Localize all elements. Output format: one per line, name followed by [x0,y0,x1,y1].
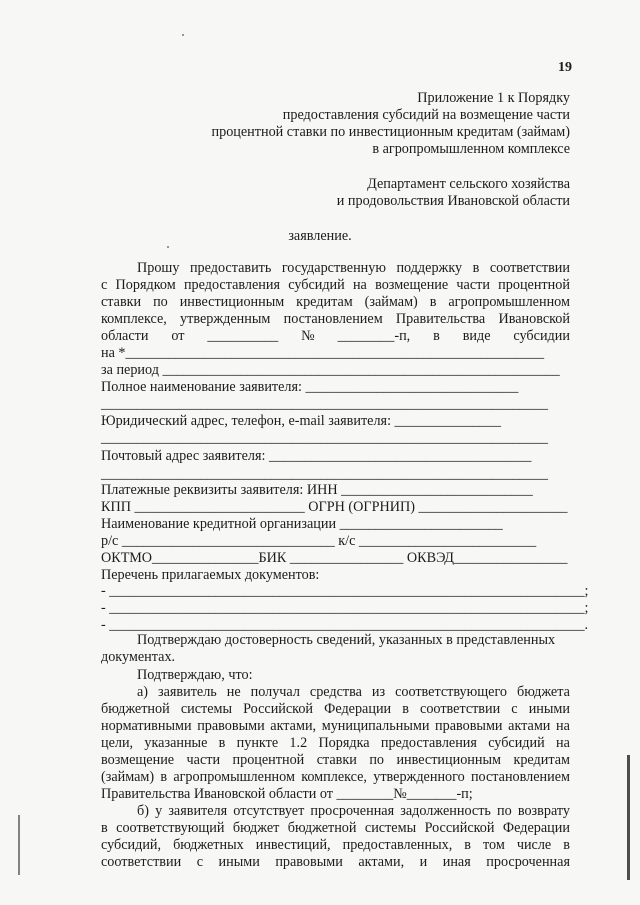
word: соответствии [101,854,182,870]
subsidy-field: на *___________________________________________________________ [101,345,545,361]
word: Ивановской [498,311,570,327]
word: постановлением [283,311,383,327]
word: возмещение [101,752,175,768]
left-scan-edge [18,815,20,875]
word: соответствующего [395,684,508,700]
word: пункте [236,735,279,751]
scan-speck [182,34,184,36]
word: Порядка [318,735,370,751]
word: иными [218,854,260,870]
kpp-ogrn-field: КПП ________________________ ОГРН (ОГРНИП) _____________________ [101,499,568,515]
period-field: за период ________________________________________________________ [101,362,560,378]
word: актами [508,718,551,734]
legal-address-field: Юридический адрес, телефон, e-mail заявителя: _______________ [101,413,501,429]
word: процентной [498,277,570,293]
word: Российской [424,820,495,836]
accounts-field: р/с ______________________________ к/с _________________________ [101,533,537,549]
clause-b-line-3 [101,837,570,853]
right-scan-edge [627,755,630,880]
word: указанные [144,735,208,751]
word: просроченная [486,854,570,870]
clause-a-line-3 [101,718,570,734]
word: правовыми [435,718,503,734]
word: предоставленных, [342,837,453,853]
request-line-1 [137,260,570,276]
word: от [171,328,185,344]
word: актами, [358,854,405,870]
word: комплексе, [101,311,167,327]
word: ставки [316,752,357,768]
word: 1.2 [289,735,308,751]
payment-details-field: Платежные реквизиты заявителя: ИНН ___________________________ [101,482,533,498]
word: № [301,328,315,344]
word: комплексе, [301,769,367,785]
word: утвержденного [373,769,465,785]
word: отсутствует [233,803,305,819]
word: предоставить [189,260,272,276]
word: из [371,684,386,700]
addressee-line-1: Департамент сельского хозяйства [367,176,570,192]
word: инвестиций, [255,837,331,853]
clause-a-line-2 [101,701,570,717]
word: иными [528,701,570,717]
document-item: - ___________________________________________________________________; [101,583,589,599]
appendix-line-1: Приложение 1 к Порядку [417,90,570,106]
word: системы [180,701,233,717]
word: б) [137,803,149,819]
word: области [101,328,149,344]
word: просроченная [310,803,395,819]
word: предоставления [380,735,477,751]
word: в [218,735,226,751]
word: нормативными [101,718,192,734]
confirm-line-3: Подтверждаю, что: [137,667,253,683]
clause-a-line-5 [101,752,570,768]
word: бюджетных [173,837,244,853]
word: заявителя [168,803,228,819]
word: средства [309,684,362,700]
word: утвержденным [180,311,271,327]
word: Российской [243,701,314,717]
document-title: заявление. [288,228,352,244]
word: (займам) [101,769,155,785]
scan-speck [167,246,169,248]
word: субсидии [513,328,570,344]
word: инвестиционным [396,752,501,768]
word: муниципальными [321,718,430,734]
word: соответствии [420,701,501,717]
word: кредитам [296,294,353,310]
postal-address-field-cont: _______________________________________________________________ [101,466,548,482]
word: по [497,803,512,819]
word: постановлением [470,769,570,785]
word: по [153,294,168,310]
word: возврату [517,803,570,819]
legal-address-field-cont: _______________________________________________________________ [101,430,548,446]
appendix-line-3: процентной ставки по инвестиционным кредитам (займам) [211,124,570,140]
postal-address-field: Почтовый адрес заявителя: _____________________________________ [101,448,532,464]
word: Порядком [115,277,176,293]
full-name-field: Полное наименование заявителя: ______________________________ [101,379,519,395]
codes-field: ОКТМО_______________БИК ________________ ОКВЭД________________ [101,550,568,566]
word: агропромышленном [173,769,295,785]
word: бюджетной [101,701,170,717]
word: правовыми [275,854,343,870]
word: получал [250,684,300,700]
word: задолженность [400,803,491,819]
word: на [352,277,367,293]
word: виде [462,328,491,344]
word: агропромышленном [448,294,570,310]
word: цели, [101,735,134,751]
word: ________-п, [337,328,411,344]
word: субсидий [488,735,545,751]
word: субсидий [288,277,345,293]
word: возмещение [375,277,449,293]
request-line-5 [101,328,570,344]
confirm-line-1: Подтверждаю достоверность сведений, указанных в представленных [137,632,556,648]
word: поддержку [396,260,463,276]
word: государственную [281,260,386,276]
word: в [402,701,409,717]
word: по [369,752,385,768]
word: части [456,277,490,293]
word: Федерации [502,820,570,836]
clause-a-line-6 [101,769,570,785]
clause-a-line-4 [101,735,570,751]
word: иная [442,854,471,870]
clause-a-line-7: Правительства Ивановской области от ________№_______-п; [101,786,473,802]
confirm-line-2: документах. [101,649,176,665]
word: субсидий, [101,837,162,853]
word: у [155,803,163,819]
word: (займам) [364,294,418,310]
word: и [419,854,428,870]
appendix-line-4: в агропромышленном комплексе [372,141,570,157]
word: на [556,718,570,734]
word: в [563,837,570,853]
word: соответствии [489,260,570,276]
word: бюджетной [287,820,357,836]
word: в [429,294,437,310]
word: том [483,837,505,853]
word: бюджет [232,820,280,836]
word: предоставления [183,277,280,293]
clause-b-line-4 [101,854,570,870]
word: Прошу [137,260,180,276]
word: части [186,752,221,768]
document-item: - ___________________________________________________________________. [101,617,589,633]
word: системы [364,820,417,836]
page-number: 19 [558,60,572,75]
word: правовыми [197,718,265,734]
word: числе [516,837,552,853]
word: ставки [101,294,142,310]
request-line-2 [101,277,570,293]
word: в [464,837,471,853]
word: в [472,260,480,276]
word: Федерации [324,701,392,717]
word: актами, [270,718,317,734]
word: в [101,820,108,836]
word: __________ [207,328,279,344]
request-line-3 [101,294,570,310]
word: не [226,684,241,700]
word: инвестиционным [179,294,285,310]
word: с [511,701,518,717]
word: заявитель [158,684,217,700]
clause-a-line-1 [137,684,570,700]
document-item: - ___________________________________________________________________; [101,600,589,616]
appendix-line-2: предоставления субсидий на возмещение части [282,107,570,123]
documents-title: Перечень прилагаемых документов: [101,567,320,583]
clause-b-line-2 [101,820,570,836]
word: а) [137,684,149,700]
word: в [433,328,440,344]
word: бюджета [517,684,570,700]
word: с [196,854,203,870]
word: в [160,769,168,785]
full-name-field-cont: _______________________________________________________________ [101,396,548,412]
word: кредитам [513,752,570,768]
word: Правительства [395,311,486,327]
word: процентной [232,752,305,768]
clause-b-line-1 [137,803,570,819]
word: соответствующий [116,820,225,836]
addressee-line-2: и продовольствия Ивановской области [336,193,570,209]
word: с [101,277,108,293]
request-line-4 [101,311,570,327]
bank-name-field: Наименование кредитной организации _______________________ [101,516,503,532]
word: на [556,735,570,751]
